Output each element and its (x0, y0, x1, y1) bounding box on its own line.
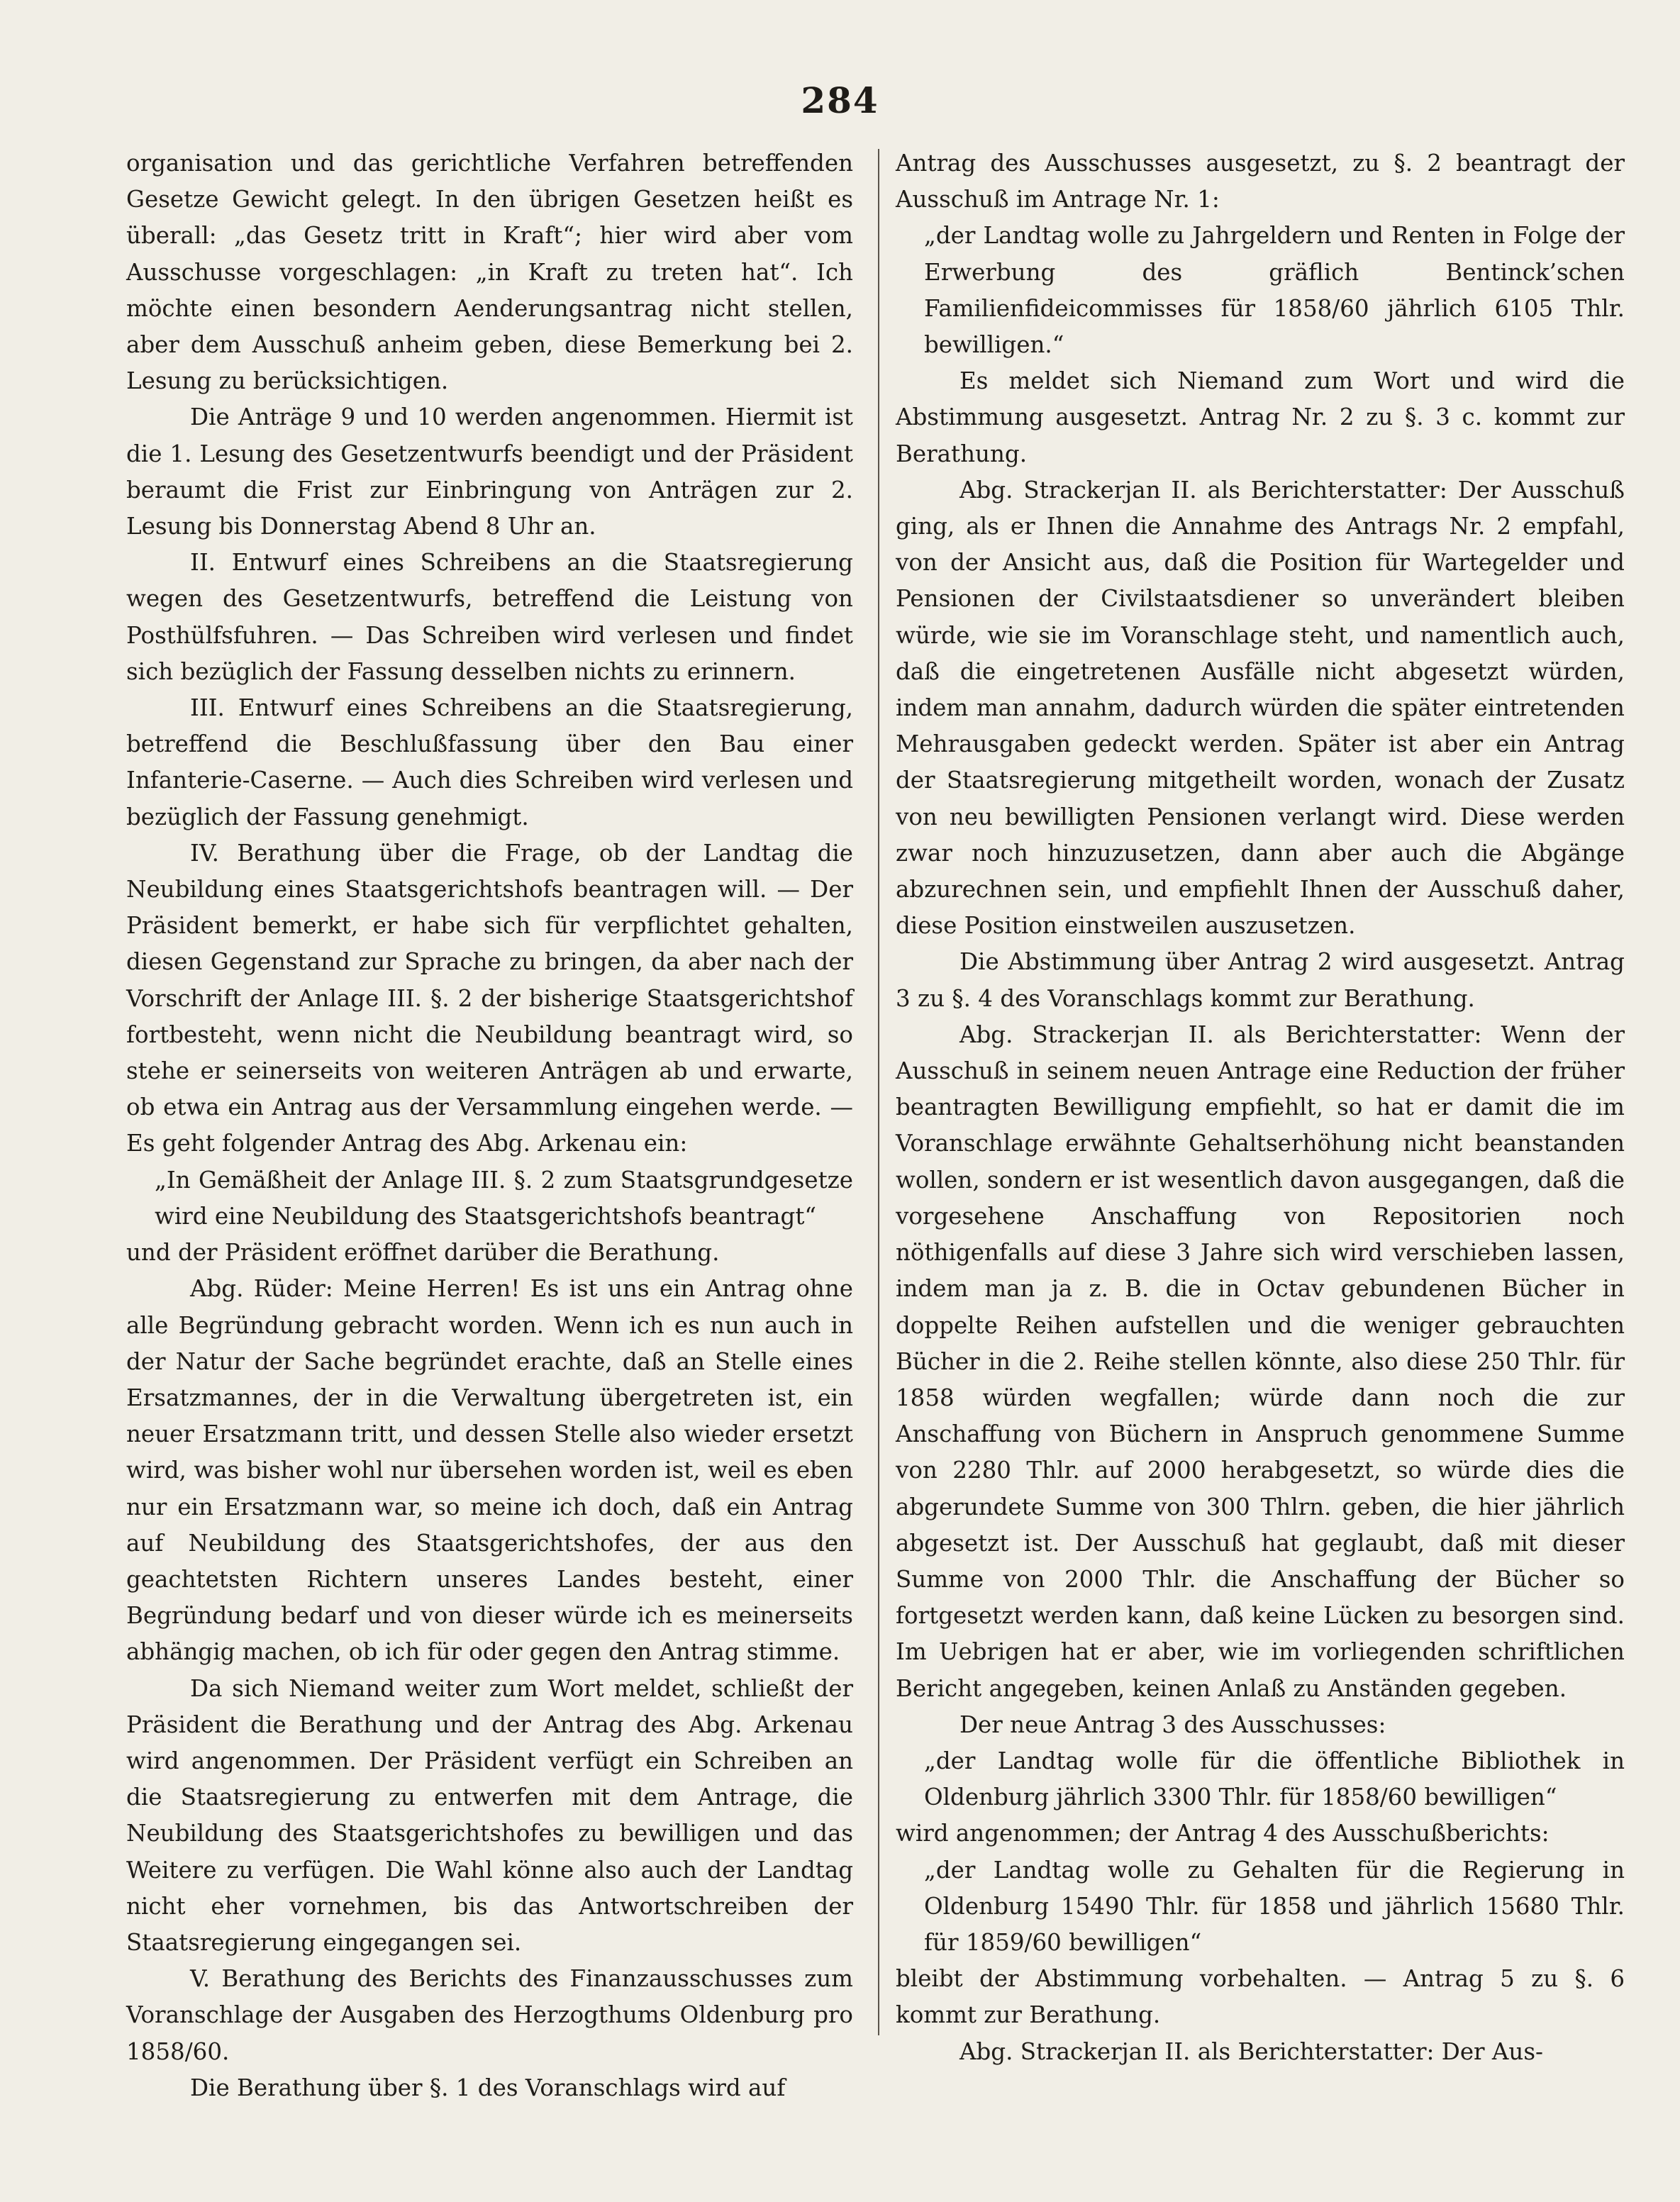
paragraph: Da sich Niemand weiter zum Wort meldet, schließt der Präsident die Berathung und der Antrag des Abg. Arkenau wird angenommen. Der Präsident verfügt ein Schreiben an die Staatsregierung zu entwerfen mit dem Antrage, die Neubildung des Staatsgerichtshofes zu bewilligen und das Weitere zu verfügen. Die Wahl könne also auch der Landtag nicht eher vornehmen, bis das Antwortschreiben der Staatsregierung eingegangen sei. (126, 1674, 853, 1956)
paragraph: organisation und das gerichtliche Verfahren betreffenden Gesetze Gewicht gelegt. In den übrigen Gesetzen heißt es überall: „das Gesetz tritt in Kraft“; hier wird aber vom Ausschusse vorgeschlagen: „in Kraft zu treten hat“. Ich möchte einen besondern Aenderungsantrag nicht stellen, aber dem Ausschuß anheim geben, diese Bemerkung bei 2. Lesung zu berücksichtigen. (126, 150, 853, 395)
quoted-motion: „der Landtag wolle für die öffentliche Bibliothek in Oldenburg jährlich 3300 Thlr. für 1858/60 bewilligen“ (924, 1747, 1625, 1811)
left-column (126, 145, 853, 2106)
paragraph: Der neue Antrag 3 des Ausschusses: (959, 1711, 1386, 1738)
column-divider (878, 149, 879, 2035)
page-number: 284 (801, 79, 879, 121)
paragraph: Abg. Strackerjan II. als Berichterstatter: Der Ausschuß ging, als er Ihnen die Annahme des Antrags Nr. 2 empfahl, von der Ansicht aus, daß die Position für Wartegelder und Pensionen der Civilstaatsdiener so unverändert bleiben würde, wie sie im Voranschlage steht, und namentlich auch, daß die eingetretenen Ausfälle nicht abgesetzt würden, indem man annahm, dadurch würden die später eintretenden Mehrausgaben gedeckt werden. Später ist aber ein Antrag der Staatsregierung mitgetheilt worden, wonach der Zusatz von neu bewilligten Pensionen verlangt wird. Diese werden zwar noch hinzuzusetzen, dann aber auch die Abgänge abzurechnen sein, und empfiehlt Ihnen der Ausschuß daher, diese Position einstweilen auszusetzen. (896, 476, 1625, 940)
paragraph: Die Abstimmung über Antrag 2 wird ausgesetzt. Antrag 3 zu §. 4 des Voranschlags kommt zur Berathung. (896, 948, 1625, 1012)
paragraph: Antrag des Ausschusses ausgesetzt, zu §. 2 beantragt der Ausschuß im Antrage Nr. 1: (896, 150, 1625, 213)
paragraph: Die Anträge 9 und 10 werden angenommen. Hiermit ist die 1. Lesung des Gesetzentwurfs beendigt und der Präsident beraumt die Frist zur Einbringung von Anträgen zur 2. Lesung bis Donnerstag Abend 8 Uhr an. (126, 404, 853, 540)
quoted-motion: „der Landtag wolle zu Gehalten für die Regierung in Oldenburg 15490 Thlr. für 1858 und jährlich 15680 Thlr. für 1859/60 bewilligen“ (924, 1856, 1625, 1956)
paragraph: Die Berathung über §. 1 des Voranschlags wird auf (190, 2074, 786, 2101)
quoted-motion: „der Landtag wolle zu Jahrgeldern und Renten in Folge der Erwerbung des gräflich Bentinck’schen Familienfideicommisses für 1858/60 jährlich 6105 Thlr. bewilligen.“ (924, 222, 1625, 359)
section-heading: V. Berathung des Berichts des Finanzausschusses zum Voranschlage der Ausgaben des Herzogthums Oldenburg pro 1858/60. (126, 1965, 853, 2065)
paragraph: II. Entwurf eines Schreibens an die Staatsregierung wegen des Gesetzentwurfs, betreffend die Leistung von Posthülfsfuhren. — Das Schreiben wird verlesen und findet sich bezüglich der Fassung desselben nichts zu erinnern. (126, 549, 853, 685)
paragraph: Abg. Strackerjan II. als Berichterstatter: Wenn der Ausschuß in seinem neuen Antrage eine Reduction der früher beantragten Bewilligung empfiehlt, so hat er damit die im Voranschlage erwähnte Gehaltserhöhung nicht beanstanden wollen, sondern er ist wesentlich davon ausgegangen, daß die vorgesehene Anschaffung von Repositorien noch nöthigenfalls auf diese 3 Jahre sich wird verschieben lassen, indem man ja z. B. die in Octav gebundenen Bücher in doppelte Reihen aufstellen und die weniger gebrauchten Bücher in die 2. Reihe stellen könnte, also diese 250 Thlr. für 1858 würden wegfallen; würde dann noch die zur Anschaffung von Büchern in Anspruch genommene Summe von 2280 Thlr. auf 2000 herabgesetzt, so würde dies die abgerundete Summe von 300 Thlrn. geben, die hier jährlich abgesetzt ist. Der Ausschuß hat geglaubt, daß mit dieser Summe von 2000 Thlr. die Anschaffung der Bücher so fortgesetzt werden kann, daß keine Lücken zu besorgen sind. Im Uebrigen hat er aber, wie im vorliegenden schriftlichen Bericht angegeben, keinen Anlaß zu Anständen gegeben. (896, 1021, 1625, 1702)
paragraph: bleibt der Abstimmung vorbehalten. — Antrag 5 zu §. 6 kommt zur Berathung. (896, 1965, 1625, 2029)
right-column (896, 145, 1625, 2070)
paragraph: IV. Berathung über die Frage, ob der Landtag die Neubildung eines Staatsgerichtshofs beantragen will. — Der Präsident bemerkt, er habe sich für verpflichtet gehalten, diesen Gegenstand zur Sprache zu bringen, da aber nach der Vorschrift der Anlage III. §. 2 der bisherige Staatsgerichtshof fortbesteht, wenn nicht die Neubildung beantragt wird, so stehe er seinerseits von weiteren Anträgen ab und erwarte, ob etwa ein Antrag aus der Versammlung eingehen werde. — Es geht folgender Antrag des Abg. Arkenau ein: (126, 839, 853, 1157)
paragraph: III. Entwurf eines Schreibens an die Staatsregierung, betreffend die Beschlußfassung über den Bau einer Infanterie-Caserne. — Auch dies Schreiben wird verlesen und bezüglich der Fassung genehmigt. (126, 694, 853, 830)
paragraph: Abg. Strackerjan II. als Berichterstatter: Der Aus- (959, 2037, 1543, 2065)
quoted-motion: „In Gemäßheit der Anlage III. §. 2 zum Staatsgrundgesetze wird eine Neubildung des Staatsgerichtshofs beantragt“ (155, 1166, 853, 1230)
paragraph: Abg. Rüder: Meine Herren! Es ist uns ein Antrag ohne alle Begründung gebracht worden. Wenn ich es nun auch in der Natur der Sache begründet erachte, daß an Stelle eines Ersatzmannes, der in die Verwaltung übergetreten ist, ein neuer Ersatzmann tritt, und dessen Stelle also wieder ersetzt wird, was bisher wohl nur übersehen worden ist, weil es eben nur ein Ersatzmann war, so meine ich doch, daß ein Antrag auf Neubildung des Staatsgerichtshofes, der aus den geachtetsten Richtern unseres Landes besteht, einer Begründung bedarf und von dieser würde ich es meinerseits abhängig machen, ob ich für oder gegen den Antrag stimme. (126, 1275, 853, 1666)
paragraph: und der Präsident eröffnet darüber die Berathung. (126, 1239, 720, 1267)
paragraph: Es meldet sich Niemand zum Wort und wird die Abstimmung ausgesetzt. Antrag Nr. 2 zu §. 3 c. kommt zur Berathung. (896, 367, 1625, 467)
paragraph: wird angenommen; der Antrag 4 des Ausschußberichts: (896, 1820, 1550, 1847)
